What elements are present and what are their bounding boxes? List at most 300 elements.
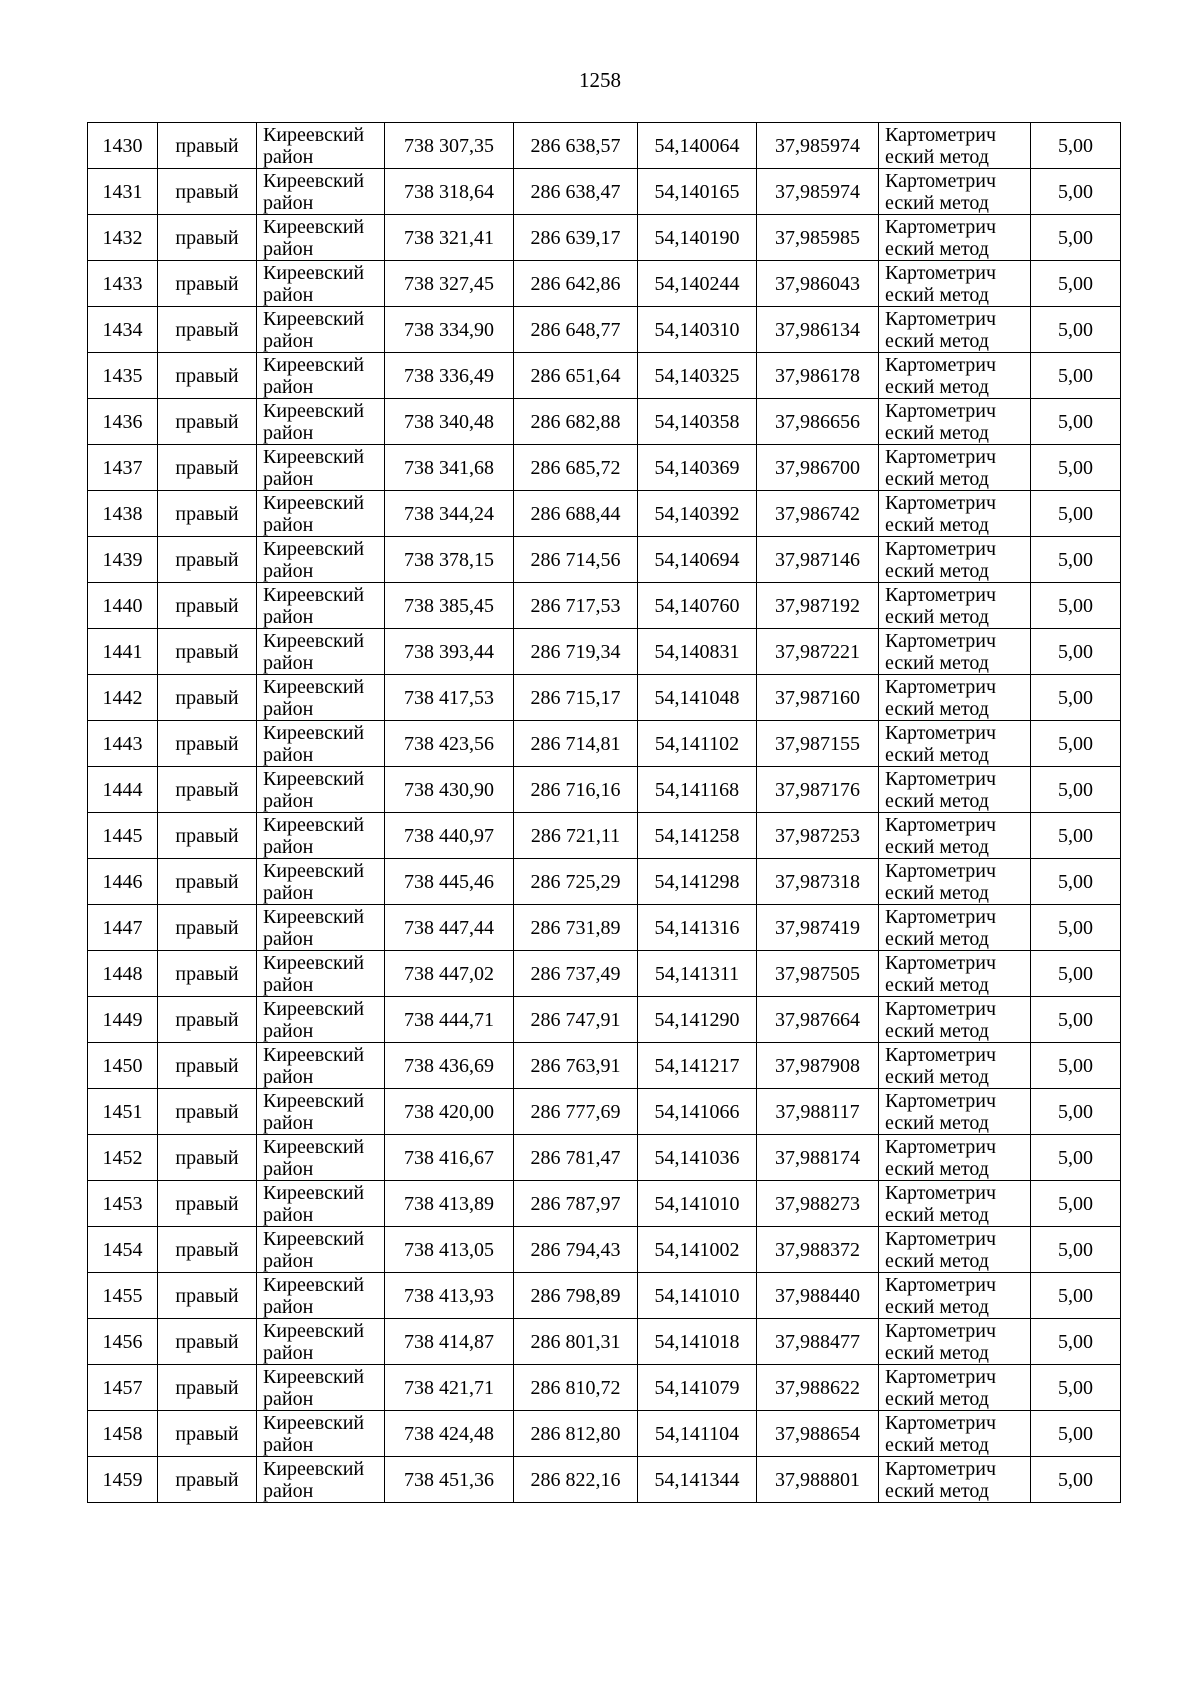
district-line: Киреевский <box>263 1043 365 1066</box>
point-number-cell: 1443 <box>88 721 158 767</box>
coordinates-table <box>87 122 1121 1503</box>
district-line: район <box>263 973 314 996</box>
method-line: Картометрич <box>885 215 997 238</box>
district-cell <box>257 813 385 859</box>
method-line: еский метод <box>885 789 989 812</box>
district-line: район <box>263 191 314 214</box>
method-line: Картометрич <box>885 1043 997 1066</box>
method-line: еский метод <box>885 743 989 766</box>
latitude-cell: 54,141290 <box>638 997 757 1043</box>
latitude-cell: 54,141316 <box>638 905 757 951</box>
latitude-cell: 54,141066 <box>638 1089 757 1135</box>
district-line: район <box>263 1019 314 1042</box>
x-coordinate-cell: 738 445,46 <box>385 859 514 905</box>
point-number-cell: 1438 <box>88 491 158 537</box>
method-line: Картометрич <box>885 997 997 1020</box>
y-coordinate-cell: 286 810,72 <box>514 1365 638 1411</box>
bank-side-cell: правый <box>158 1043 257 1089</box>
district-cell <box>257 215 385 261</box>
latitude-cell: 54,141168 <box>638 767 757 813</box>
accuracy-cell: 5,00 <box>1031 215 1121 261</box>
bank-side-cell: правый <box>158 1135 257 1181</box>
district-line: Киреевский <box>263 1135 365 1158</box>
point-number-cell: 1456 <box>88 1319 158 1365</box>
district-line: Киреевский <box>263 721 365 744</box>
x-coordinate-cell: 738 440,97 <box>385 813 514 859</box>
table-row <box>88 123 1121 169</box>
district-line: район <box>263 559 314 582</box>
longitude-cell: 37,988273 <box>757 1181 879 1227</box>
x-coordinate-cell: 738 430,90 <box>385 767 514 813</box>
longitude-cell: 37,986043 <box>757 261 879 307</box>
latitude-cell: 54,141018 <box>638 1319 757 1365</box>
method-line: Картометрич <box>885 675 997 698</box>
y-coordinate-cell: 286 688,44 <box>514 491 638 537</box>
table-row <box>88 1411 1121 1457</box>
bank-side-cell: правый <box>158 1457 257 1503</box>
latitude-cell: 54,141217 <box>638 1043 757 1089</box>
y-coordinate-cell: 286 651,64 <box>514 353 638 399</box>
method-cell <box>879 1411 1031 1457</box>
x-coordinate-cell: 738 416,67 <box>385 1135 514 1181</box>
latitude-cell: 54,140310 <box>638 307 757 353</box>
point-number-cell: 1445 <box>88 813 158 859</box>
district-line: район <box>263 881 314 904</box>
method-cell <box>879 583 1031 629</box>
y-coordinate-cell: 286 794,43 <box>514 1227 638 1273</box>
latitude-cell: 54,141036 <box>638 1135 757 1181</box>
point-number-cell: 1451 <box>88 1089 158 1135</box>
district-line: Киреевский <box>263 261 365 284</box>
method-cell <box>879 1457 1031 1503</box>
method-cell <box>879 767 1031 813</box>
table-row <box>88 1135 1121 1181</box>
district-cell <box>257 1457 385 1503</box>
method-line: еский метод <box>885 329 989 352</box>
y-coordinate-cell: 286 781,47 <box>514 1135 638 1181</box>
method-line: Картометрич <box>885 629 997 652</box>
method-cell <box>879 445 1031 491</box>
district-line: район <box>263 697 314 720</box>
accuracy-cell: 5,00 <box>1031 1457 1121 1503</box>
latitude-cell: 54,141010 <box>638 1273 757 1319</box>
bank-side-cell: правый <box>158 767 257 813</box>
district-cell <box>257 1089 385 1135</box>
district-cell <box>257 353 385 399</box>
district-line: район <box>263 651 314 674</box>
bank-side-cell: правый <box>158 1365 257 1411</box>
district-line: район <box>263 329 314 352</box>
district-cell <box>257 399 385 445</box>
district-line: Киреевский <box>263 537 365 560</box>
method-line: Картометрич <box>885 261 997 284</box>
district-cell <box>257 445 385 491</box>
bank-side-cell: правый <box>158 813 257 859</box>
bank-side-cell: правый <box>158 583 257 629</box>
x-coordinate-cell: 738 451,36 <box>385 1457 514 1503</box>
method-line: Картометрич <box>885 1273 997 1296</box>
district-line: район <box>263 1111 314 1134</box>
district-line: район <box>263 1249 314 1272</box>
accuracy-cell: 5,00 <box>1031 997 1121 1043</box>
table-row <box>88 997 1121 1043</box>
district-line: район <box>263 927 314 950</box>
district-cell <box>257 721 385 767</box>
table-row <box>88 951 1121 997</box>
table-row <box>88 445 1121 491</box>
y-coordinate-cell: 286 717,53 <box>514 583 638 629</box>
method-cell <box>879 1043 1031 1089</box>
table-body <box>88 123 1121 1503</box>
method-line: еский метод <box>885 1479 989 1502</box>
longitude-cell: 37,985974 <box>757 123 879 169</box>
table-row <box>88 1319 1121 1365</box>
method-line: Картометрич <box>885 123 997 146</box>
longitude-cell: 37,988477 <box>757 1319 879 1365</box>
table-row <box>88 169 1121 215</box>
district-cell <box>257 859 385 905</box>
district-cell <box>257 905 385 951</box>
x-coordinate-cell: 738 321,41 <box>385 215 514 261</box>
accuracy-cell: 5,00 <box>1031 353 1121 399</box>
bank-side-cell: правый <box>158 675 257 721</box>
method-line: еский метод <box>885 927 989 950</box>
latitude-cell: 54,140244 <box>638 261 757 307</box>
method-line: Картометрич <box>885 307 997 330</box>
district-cell <box>257 1135 385 1181</box>
latitude-cell: 54,140831 <box>638 629 757 675</box>
latitude-cell: 54,141079 <box>638 1365 757 1411</box>
district-line: Киреевский <box>263 491 365 514</box>
longitude-cell: 37,987908 <box>757 1043 879 1089</box>
district-line: район <box>263 1433 314 1456</box>
method-line: еский метод <box>885 237 989 260</box>
page-number: 1258 <box>579 68 621 92</box>
x-coordinate-cell: 738 344,24 <box>385 491 514 537</box>
district-line: Киреевский <box>263 905 365 928</box>
point-number-cell: 1433 <box>88 261 158 307</box>
table-row <box>88 537 1121 583</box>
bank-side-cell: правый <box>158 629 257 675</box>
latitude-cell: 54,140064 <box>638 123 757 169</box>
table-row <box>88 721 1121 767</box>
latitude-cell: 54,140694 <box>638 537 757 583</box>
bank-side-cell: правый <box>158 1319 257 1365</box>
method-cell <box>879 261 1031 307</box>
district-cell <box>257 629 385 675</box>
method-cell <box>879 629 1031 675</box>
district-cell <box>257 1181 385 1227</box>
latitude-cell: 54,141104 <box>638 1411 757 1457</box>
district-line: Киреевский <box>263 123 365 146</box>
point-number-cell: 1434 <box>88 307 158 353</box>
latitude-cell: 54,140369 <box>638 445 757 491</box>
accuracy-cell: 5,00 <box>1031 1043 1121 1089</box>
method-cell <box>879 1181 1031 1227</box>
longitude-cell: 37,986656 <box>757 399 879 445</box>
table-row <box>88 1365 1121 1411</box>
method-line: еский метод <box>885 191 989 214</box>
accuracy-cell: 5,00 <box>1031 583 1121 629</box>
method-line: еский метод <box>885 1203 989 1226</box>
latitude-cell: 54,140190 <box>638 215 757 261</box>
district-line: Киреевский <box>263 859 365 882</box>
method-line: еский метод <box>885 1249 989 1272</box>
district-line: Киреевский <box>263 583 365 606</box>
point-number-cell: 1450 <box>88 1043 158 1089</box>
longitude-cell: 37,986134 <box>757 307 879 353</box>
longitude-cell: 37,988372 <box>757 1227 879 1273</box>
method-cell <box>879 399 1031 445</box>
latitude-cell: 54,141102 <box>638 721 757 767</box>
latitude-cell: 54,140325 <box>638 353 757 399</box>
district-line: Киреевский <box>263 1227 365 1250</box>
district-line: Киреевский <box>263 215 365 238</box>
longitude-cell: 37,986178 <box>757 353 879 399</box>
point-number-cell: 1447 <box>88 905 158 951</box>
x-coordinate-cell: 738 341,68 <box>385 445 514 491</box>
district-line: Киреевский <box>263 997 365 1020</box>
district-line: район <box>263 421 314 444</box>
accuracy-cell: 5,00 <box>1031 123 1121 169</box>
method-line: Картометрич <box>885 767 997 790</box>
accuracy-cell: 5,00 <box>1031 1227 1121 1273</box>
accuracy-cell: 5,00 <box>1031 721 1121 767</box>
method-line: Картометрич <box>885 859 997 882</box>
point-number-cell: 1444 <box>88 767 158 813</box>
bank-side-cell: правый <box>158 1181 257 1227</box>
latitude-cell: 54,141311 <box>638 951 757 997</box>
point-number-cell: 1442 <box>88 675 158 721</box>
district-cell <box>257 491 385 537</box>
y-coordinate-cell: 286 731,89 <box>514 905 638 951</box>
y-coordinate-cell: 286 714,56 <box>514 537 638 583</box>
bank-side-cell: правый <box>158 951 257 997</box>
method-line: еский метод <box>885 1433 989 1456</box>
method-line: еский метод <box>885 651 989 674</box>
district-line: район <box>263 513 314 536</box>
district-line: район <box>263 1479 314 1502</box>
latitude-cell: 54,140358 <box>638 399 757 445</box>
y-coordinate-cell: 286 725,29 <box>514 859 638 905</box>
latitude-cell: 54,141298 <box>638 859 757 905</box>
accuracy-cell: 5,00 <box>1031 445 1121 491</box>
accuracy-cell: 5,00 <box>1031 307 1121 353</box>
district-line: Киреевский <box>263 1457 365 1480</box>
method-line: Картометрич <box>885 1089 997 1112</box>
table-row <box>88 1089 1121 1135</box>
method-line: Картометрич <box>885 1319 997 1342</box>
district-line: район <box>263 743 314 766</box>
district-line: Киреевский <box>263 399 365 422</box>
method-line: еский метод <box>885 1387 989 1410</box>
longitude-cell: 37,987505 <box>757 951 879 997</box>
longitude-cell: 37,987419 <box>757 905 879 951</box>
y-coordinate-cell: 286 812,80 <box>514 1411 638 1457</box>
x-coordinate-cell: 738 417,53 <box>385 675 514 721</box>
longitude-cell: 37,988622 <box>757 1365 879 1411</box>
method-cell <box>879 721 1031 767</box>
accuracy-cell: 5,00 <box>1031 1411 1121 1457</box>
district-line: Киреевский <box>263 1089 365 1112</box>
method-cell <box>879 1319 1031 1365</box>
table-row <box>88 675 1121 721</box>
bank-side-cell: правый <box>158 1089 257 1135</box>
point-number-cell: 1446 <box>88 859 158 905</box>
accuracy-cell: 5,00 <box>1031 1181 1121 1227</box>
district-line: район <box>263 467 314 490</box>
y-coordinate-cell: 286 747,91 <box>514 997 638 1043</box>
district-line: Киреевский <box>263 1365 365 1388</box>
bank-side-cell: правый <box>158 537 257 583</box>
district-cell <box>257 1319 385 1365</box>
district-line: район <box>263 835 314 858</box>
district-line: район <box>263 1065 314 1088</box>
table-row <box>88 1181 1121 1227</box>
longitude-cell: 37,987160 <box>757 675 879 721</box>
method-line: Картометрич <box>885 813 997 836</box>
district-cell <box>257 537 385 583</box>
x-coordinate-cell: 738 447,02 <box>385 951 514 997</box>
method-cell <box>879 169 1031 215</box>
table-row <box>88 307 1121 353</box>
x-coordinate-cell: 738 420,00 <box>385 1089 514 1135</box>
district-line: район <box>263 1387 314 1410</box>
accuracy-cell: 5,00 <box>1031 1273 1121 1319</box>
point-number-cell: 1439 <box>88 537 158 583</box>
district-line: район <box>263 605 314 628</box>
x-coordinate-cell: 738 423,56 <box>385 721 514 767</box>
method-cell <box>879 1273 1031 1319</box>
point-number-cell: 1431 <box>88 169 158 215</box>
district-cell <box>257 123 385 169</box>
method-line: еский метод <box>885 513 989 536</box>
method-line: Картометрич <box>885 1457 997 1480</box>
bank-side-cell: правый <box>158 261 257 307</box>
method-line: еский метод <box>885 559 989 582</box>
accuracy-cell: 5,00 <box>1031 813 1121 859</box>
latitude-cell: 54,141002 <box>638 1227 757 1273</box>
point-number-cell: 1449 <box>88 997 158 1043</box>
accuracy-cell: 5,00 <box>1031 1365 1121 1411</box>
district-line: район <box>263 1295 314 1318</box>
x-coordinate-cell: 738 413,89 <box>385 1181 514 1227</box>
x-coordinate-cell: 738 414,87 <box>385 1319 514 1365</box>
longitude-cell: 37,987253 <box>757 813 879 859</box>
method-cell <box>879 859 1031 905</box>
method-line: еский метод <box>885 605 989 628</box>
method-line: Картометрич <box>885 1411 997 1434</box>
longitude-cell: 37,987221 <box>757 629 879 675</box>
method-line: еский метод <box>885 1295 989 1318</box>
point-number-cell: 1453 <box>88 1181 158 1227</box>
longitude-cell: 37,988654 <box>757 1411 879 1457</box>
accuracy-cell: 5,00 <box>1031 675 1121 721</box>
point-number-cell: 1454 <box>88 1227 158 1273</box>
table-row <box>88 1273 1121 1319</box>
table-row <box>88 1227 1121 1273</box>
latitude-cell: 54,141048 <box>638 675 757 721</box>
method-line: Картометрич <box>885 1181 997 1204</box>
y-coordinate-cell: 286 648,77 <box>514 307 638 353</box>
accuracy-cell: 5,00 <box>1031 629 1121 675</box>
y-coordinate-cell: 286 638,57 <box>514 123 638 169</box>
district-line: район <box>263 237 314 260</box>
longitude-cell: 37,987192 <box>757 583 879 629</box>
method-line: еский метод <box>885 283 989 306</box>
bank-side-cell: правый <box>158 1273 257 1319</box>
y-coordinate-cell: 286 715,17 <box>514 675 638 721</box>
method-cell <box>879 215 1031 261</box>
point-number-cell: 1430 <box>88 123 158 169</box>
method-cell <box>879 997 1031 1043</box>
method-line: Картометрич <box>885 537 997 560</box>
bank-side-cell: правый <box>158 169 257 215</box>
method-line: еский метод <box>885 421 989 444</box>
district-line: Киреевский <box>263 307 365 330</box>
y-coordinate-cell: 286 685,72 <box>514 445 638 491</box>
table-row <box>88 399 1121 445</box>
district-line: Киреевский <box>263 1273 365 1296</box>
accuracy-cell: 5,00 <box>1031 1089 1121 1135</box>
accuracy-cell: 5,00 <box>1031 767 1121 813</box>
point-number-cell: 1435 <box>88 353 158 399</box>
method-cell <box>879 1227 1031 1273</box>
latitude-cell: 54,140165 <box>638 169 757 215</box>
longitude-cell: 37,987664 <box>757 997 879 1043</box>
accuracy-cell: 5,00 <box>1031 951 1121 997</box>
point-number-cell: 1432 <box>88 215 158 261</box>
y-coordinate-cell: 286 777,69 <box>514 1089 638 1135</box>
y-coordinate-cell: 286 721,11 <box>514 813 638 859</box>
latitude-cell: 54,140760 <box>638 583 757 629</box>
longitude-cell: 37,985985 <box>757 215 879 261</box>
longitude-cell: 37,985974 <box>757 169 879 215</box>
y-coordinate-cell: 286 714,81 <box>514 721 638 767</box>
method-line: еский метод <box>885 1065 989 1088</box>
bank-side-cell: правый <box>158 721 257 767</box>
point-number-cell: 1441 <box>88 629 158 675</box>
district-cell <box>257 951 385 997</box>
y-coordinate-cell: 286 822,16 <box>514 1457 638 1503</box>
district-line: Киреевский <box>263 445 365 468</box>
bank-side-cell: правый <box>158 859 257 905</box>
method-cell <box>879 491 1031 537</box>
x-coordinate-cell: 738 393,44 <box>385 629 514 675</box>
method-line: еский метод <box>885 697 989 720</box>
x-coordinate-cell: 738 421,71 <box>385 1365 514 1411</box>
district-cell <box>257 583 385 629</box>
accuracy-cell: 5,00 <box>1031 859 1121 905</box>
point-number-cell: 1459 <box>88 1457 158 1503</box>
method-cell <box>879 1365 1031 1411</box>
table-row <box>88 905 1121 951</box>
point-number-cell: 1452 <box>88 1135 158 1181</box>
district-line: Киреевский <box>263 1181 365 1204</box>
method-line: Картометрич <box>885 353 997 376</box>
method-line: еский метод <box>885 145 989 168</box>
district-line: Киреевский <box>263 767 365 790</box>
method-line: Картометрич <box>885 399 997 422</box>
point-number-cell: 1448 <box>88 951 158 997</box>
y-coordinate-cell: 286 737,49 <box>514 951 638 997</box>
bank-side-cell: правый <box>158 399 257 445</box>
x-coordinate-cell: 738 385,45 <box>385 583 514 629</box>
point-number-cell: 1436 <box>88 399 158 445</box>
accuracy-cell: 5,00 <box>1031 905 1121 951</box>
method-cell <box>879 905 1031 951</box>
y-coordinate-cell: 286 763,91 <box>514 1043 638 1089</box>
